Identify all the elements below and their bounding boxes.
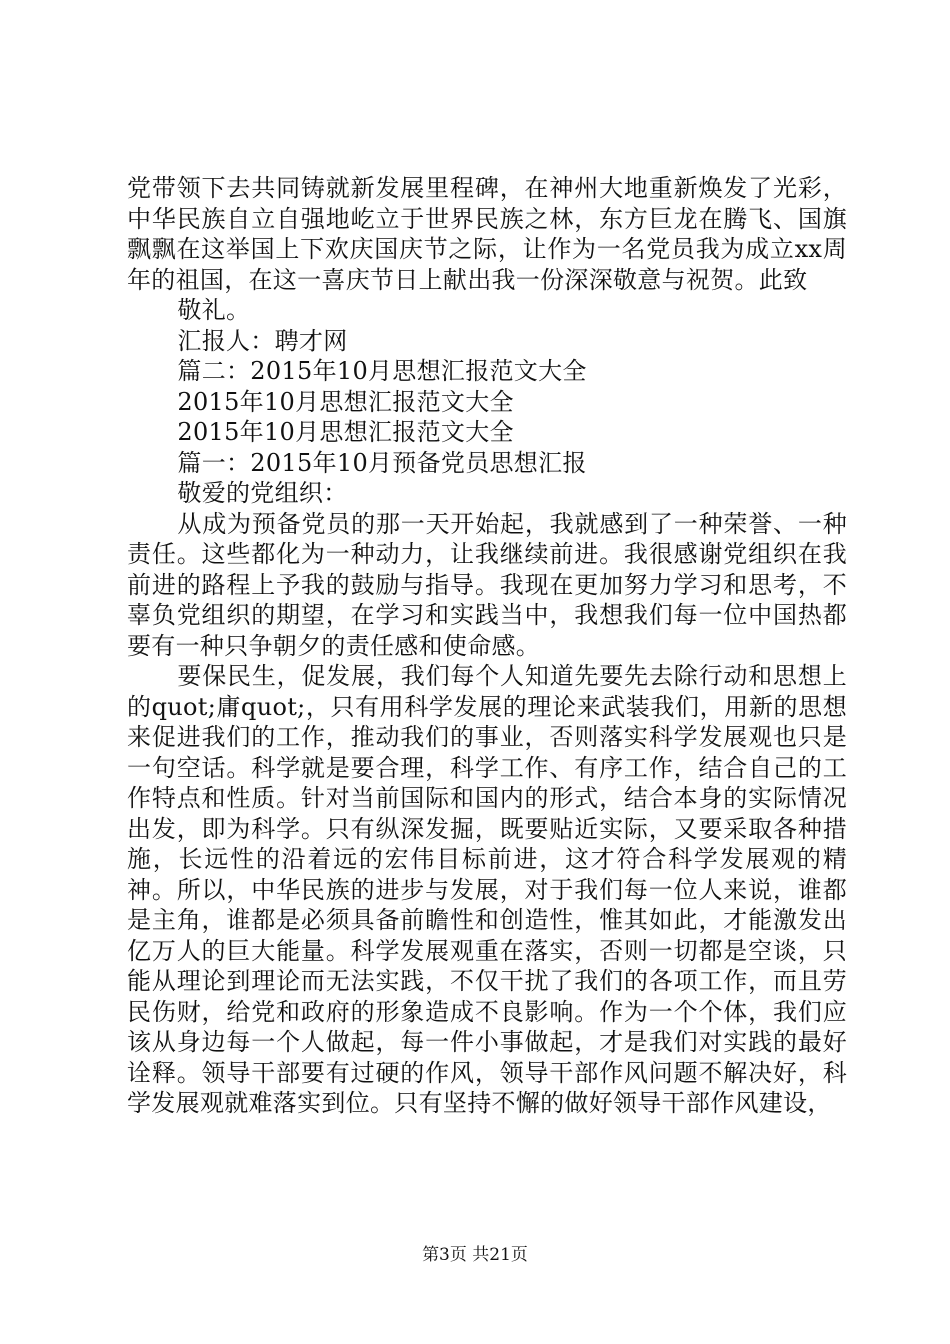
paragraph: 汇报人：聘才网 [177, 326, 348, 355]
page-number-label: 第3页 共21页 [422, 1245, 528, 1265]
page-footer [0, 1244, 950, 1266]
paragraph: 篇二：2015年10月思想汇报范文大全 [177, 357, 587, 385]
paragraph: 党带领下去共同铸就新发展里程碑，在神州大地重新焕发了光彩，中华民族自立自强地屹立于世界民族之林，东方巨龙在腾飞、国旗飘飘在这举国上下欢庆国庆节之际，让作为一名党员我为成立xx周年的祖国，在这一喜庆节日上献出我一份深深敬意与祝贺。此致 [127, 174, 847, 294]
paragraph: 要保民生，促发展，我们每个人知道先要先去除行动和思想上的quot;庸quot;，只有用科学发展的理论来武装我们，用新的思想来促进我们的工作，推动我们的事业，否则落实科学发展观也只是一句空话。科学就是要合理，科学工作、有序工作，结合自己的工作特点和性质。针对当前国际和国内的形式，结合本身的实际情况出发，即为科学。只有纵深发掘，既要贴近实际，又要采取各种措施，长远性的沿着远的宏伟目标前进，这才符合科学发展观的精神。所以，中华民族的进步与发展，对于我们每一位人来说，谁都是主角，谁都是必须具备前瞻性和创造性，惟其如此，才能激发出亿万人的巨大能量。科学发展观重在落实，否则一切都是空谈，只能从理论到理论而无法实践，不仅干扰了我们的各项工作，而且劳民伤财，给党和政府的形象造成不良影响。作为一个个体，我们应该从身边每一个人做起，每一件小事做起，才是我们对实践的最好诠释。领导干部要有过硬的作风，领导干部作风问题不解决好，科学发展观就难落实到位。只有坚持不懈的做好领导干部作风建设， [127, 662, 847, 1117]
document-body [127, 173, 847, 1119]
paragraph: 从成为预备党员的那一天开始起，我就感到了一种荣誉、一种责任。这些都化为一种动力，让我继续前进。我很感谢党组织在我前进的路程上予我的鼓励与指导。我现在更加努力学习和思考，不辜负党组织的期望，在学习和实践当中，我想我们每一位中国热都要有一种只争朝夕的责任感和使命感。 [127, 509, 847, 660]
paragraph: 篇一：2015年10月预备党员思想汇报 [177, 448, 587, 477]
paragraph: 敬礼。 [177, 296, 251, 324]
paragraph: 2015年10月思想汇报范文大全 [177, 418, 514, 446]
paragraph: 2015年10月思想汇报范文大全 [177, 387, 514, 416]
paragraph: 敬爱的党组织： [177, 479, 348, 507]
